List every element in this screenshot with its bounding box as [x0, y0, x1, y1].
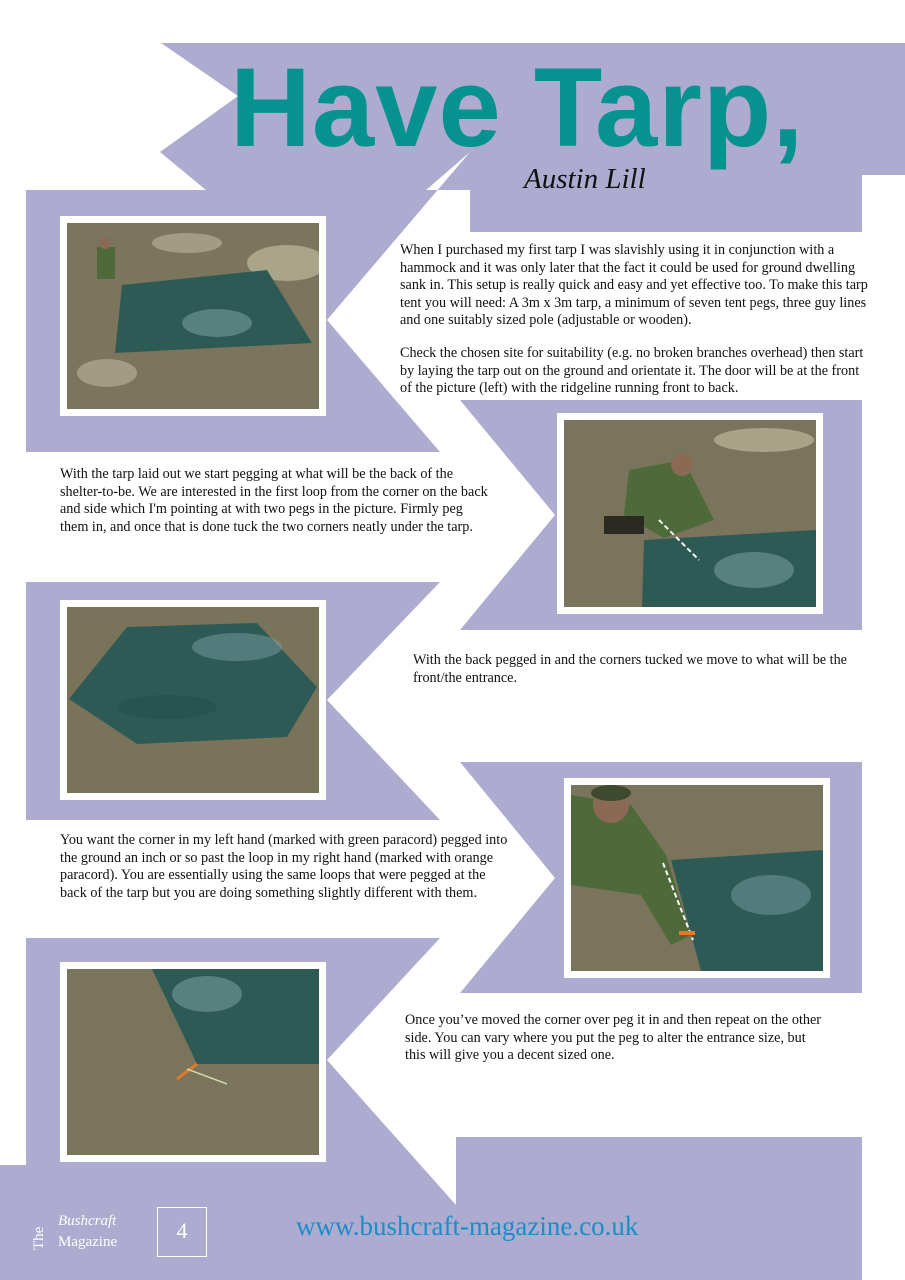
step-repeat-text: Once you’ve moved the corner over peg it in and then repeat on the other side. You can vary where you put the peg to alter the entrance size, but this will give you a decent sized one.	[405, 1012, 822, 1063]
website-url[interactable]: www.bushcraft-magazine.co.uk	[296, 1211, 639, 1241]
page-title: Have Tarp,	[230, 45, 805, 170]
author-name: Austin Lill	[524, 163, 646, 195]
page-number: 4	[157, 1207, 207, 1257]
photo-pegging-back	[557, 413, 823, 614]
photo-pegged-corner	[60, 962, 326, 1162]
step-pegging-back-text: With the tarp laid out we start pegging at what will be the back of the shelter-to-be. We are interested in the first loop from the corner on the back and side which I'm pointing at with two pegs in the picture. Firmly peg them in, and once that is done tuck the two corners neatly under the tarp.	[60, 466, 488, 535]
step-corner-text: You want the corner in my left hand (marked with green paracord) pegged into the ground an inch or so past the loop in my right hand (marked with orange paracord). You are essentially using the same loops that were pegged at the back of the tarp but you are doing something slightly different with them.	[60, 832, 508, 901]
photo-tarp-laid-out	[60, 216, 326, 416]
footer-bushcraft-label: Bushcraft	[58, 1213, 117, 1229]
intro-paragraph: When I purchased my first tarp I was slavishly using it in conjunction with a hammock and it was only later that the fact it could be used for ground dwelling sank in. This setup is really quick and easy and yet effective too. To make this tarp tent you will need: A 3m x 3m tarp, a minimum of seven tent pegs, three guy lines and one suitably sized pole (adjustable or wooden).	[400, 242, 868, 328]
photo-corner-placement	[564, 778, 830, 978]
site-paragraph: Check the chosen site for suitability (e.g. no broken branches overhead) then start by laying the tarp out on the ground and orientate it. The door will be at the front of the picture (left) with the ridgeline running front to back.	[400, 345, 864, 396]
footer-the-label: The	[31, 1226, 47, 1250]
step-front-text: With the back pegged in and the corners tucked we move to what will be the front/the entrance.	[413, 652, 847, 686]
footer-magazine-label: Magazine	[58, 1234, 118, 1250]
photo-hexagon-tarp	[60, 600, 326, 800]
